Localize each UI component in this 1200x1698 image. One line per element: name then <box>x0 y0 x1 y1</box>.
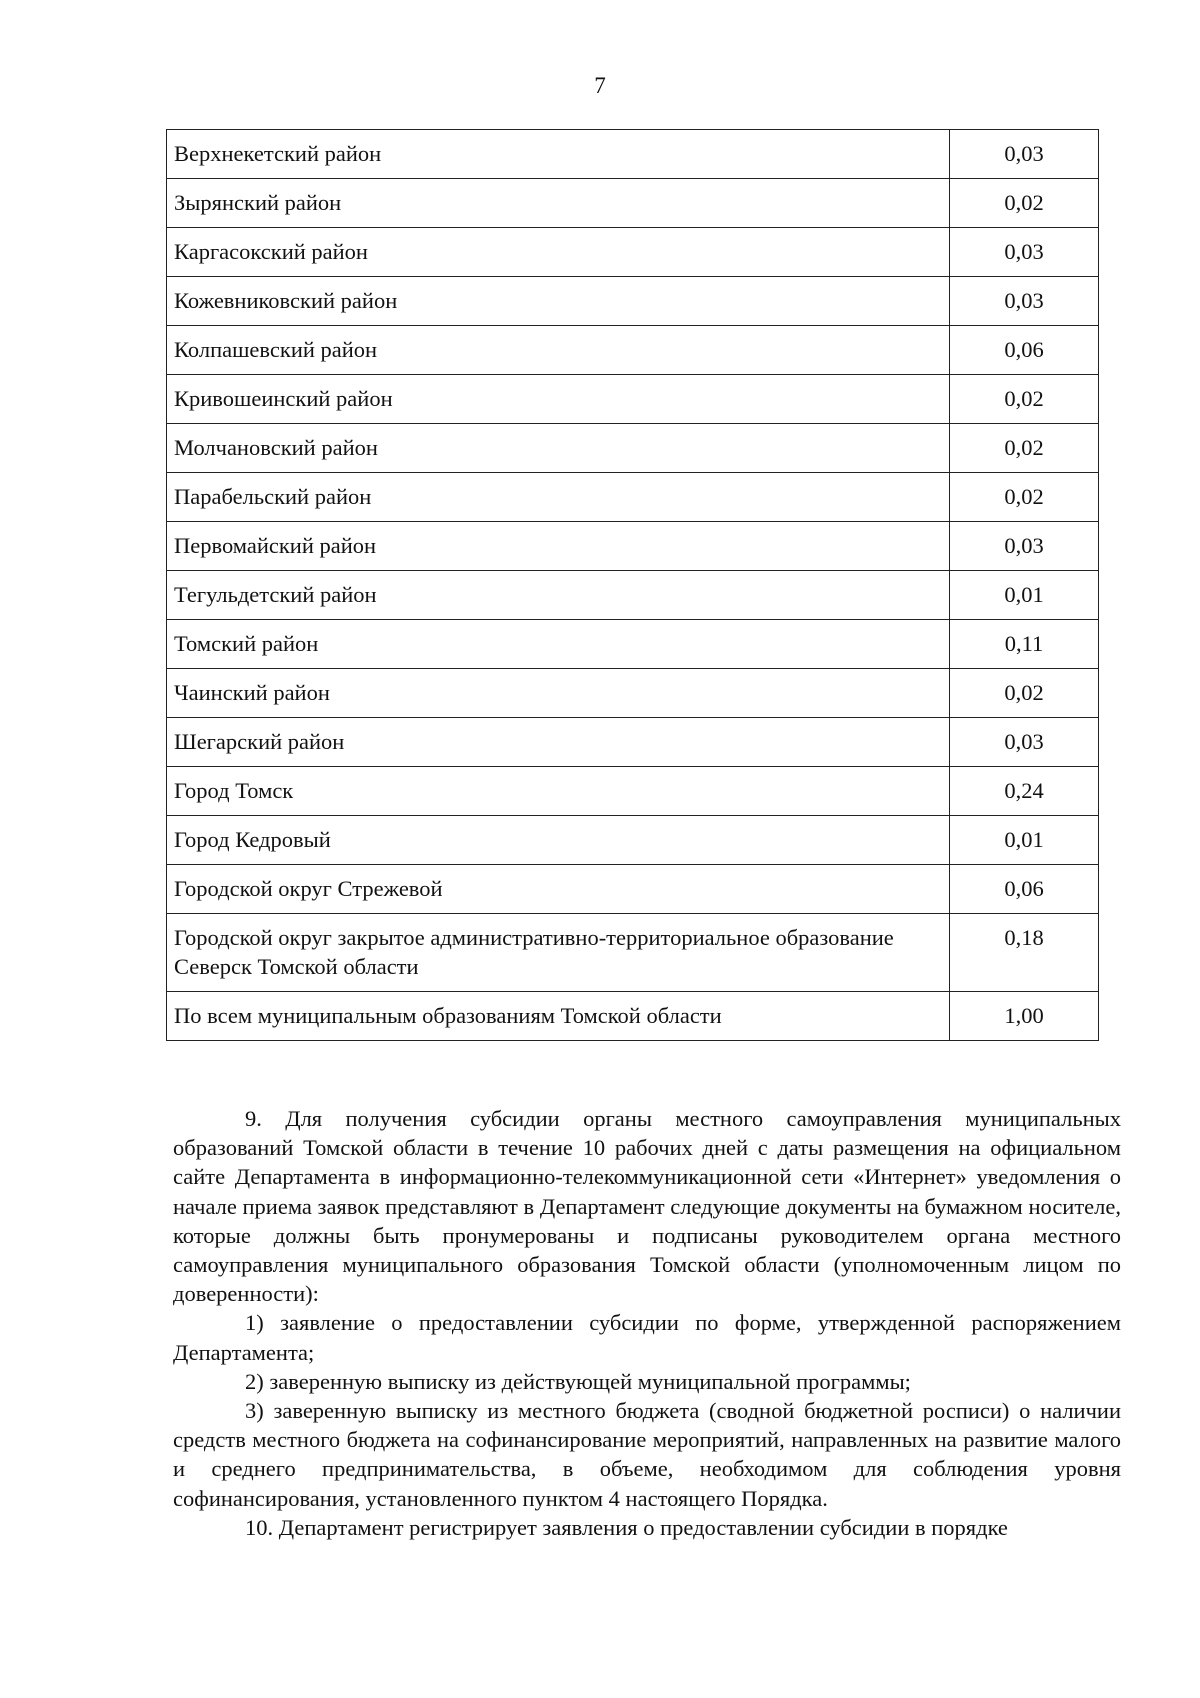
coefficient-value-cell: 0,06 <box>950 326 1099 375</box>
table-row <box>167 718 1099 767</box>
coefficient-value-cell: 0,02 <box>950 179 1099 228</box>
table-row <box>167 522 1099 571</box>
table-row <box>167 865 1099 914</box>
municipality-name-cell: Каргасокский район <box>167 228 950 277</box>
coefficient-table <box>166 129 1099 1041</box>
table-row <box>167 424 1099 473</box>
coefficient-value-cell: 0,06 <box>950 865 1099 914</box>
paragraph-item-1: 1) заявление о предоставлении субсидии по форме, утвержденной распоряжением Департамента; <box>173 1310 1121 1365</box>
paragraph-item-2: 2) заверенную выписку из действующей муниципальной программы; <box>245 1368 911 1394</box>
coefficient-value-cell: 0,03 <box>950 718 1099 767</box>
paragraph-clause-9: 9. Для получения субсидии органы местного самоуправления муниципальных образований Томской области в течение 10 рабочих дней с даты размещения на официальном сайте Департамента в информационно-телекоммуникационной сети «Интернет» уведомления о начале приема заявок представляют в Департамент следующие документы на бумажном носителе, которые должны быть пронумерованы и подписаны руководителем органа местного самоуправления муниципального образования Томской области (уполномоченным лицом по доверенности): <box>173 1106 1121 1307</box>
table-row <box>167 620 1099 669</box>
coefficient-value-cell: 0,03 <box>950 130 1099 179</box>
municipality-name-cell: Колпашевский район <box>167 326 950 375</box>
municipality-name-cell: Городской округ закрытое административно-территориальное образование Северск Томской области <box>167 914 950 992</box>
table-row <box>167 571 1099 620</box>
municipality-name-cell: Шегарский район <box>167 718 950 767</box>
coefficient-value-cell: 0,02 <box>950 473 1099 522</box>
table-total-row <box>167 992 1099 1041</box>
table-row <box>167 277 1099 326</box>
paragraph-item-3: 3) заверенную выписку из местного бюджета (сводной бюджетной росписи) о наличии средств местного бюджета на софинансирование мероприятий, направленных на развитие малого и среднего предпринимательства, в объеме, необходимом для соблюдения уровня софинансирования, установленного пунктом 4 настоящего Порядка. <box>173 1398 1121 1511</box>
coefficient-value-cell: 0,03 <box>950 228 1099 277</box>
page-number: 7 <box>594 73 606 98</box>
coefficient-value-cell: 0,02 <box>950 424 1099 473</box>
table-row <box>167 130 1099 179</box>
total-value-cell: 1,00 <box>950 992 1099 1041</box>
coefficient-value-cell: 0,01 <box>950 816 1099 865</box>
coefficient-value-cell: 0,18 <box>950 914 1099 992</box>
table-row <box>167 767 1099 816</box>
table-row <box>167 914 1099 992</box>
municipality-name-cell: Кожевниковский район <box>167 277 950 326</box>
municipality-name-cell: Томский район <box>167 620 950 669</box>
municipality-name-cell: Городской округ Стрежевой <box>167 865 950 914</box>
coefficient-value-cell: 0,02 <box>950 669 1099 718</box>
coefficient-table-container <box>166 129 1086 1041</box>
table-row <box>167 179 1099 228</box>
paragraph-clause-10: 10. Департамент регистрирует заявления о предоставлении субсидии в порядке <box>245 1514 1008 1540</box>
municipality-name-cell: Тегульдетский район <box>167 571 950 620</box>
table-row <box>167 816 1099 865</box>
total-label-cell: По всем муниципальным образованиям Томской области <box>167 992 950 1041</box>
coefficient-value-cell: 0,03 <box>950 522 1099 571</box>
table-row <box>167 228 1099 277</box>
municipality-name-cell: Молчановский район <box>167 424 950 473</box>
coefficient-value-cell: 0,02 <box>950 375 1099 424</box>
coefficient-value-cell: 0,24 <box>950 767 1099 816</box>
municipality-name-cell: Парабельский район <box>167 473 950 522</box>
municipality-name-cell: Чаинский район <box>167 669 950 718</box>
municipality-name-cell: Первомайский район <box>167 522 950 571</box>
municipality-name-cell: Зырянский район <box>167 179 950 228</box>
table-row <box>167 375 1099 424</box>
municipality-name-cell: Город Томск <box>167 767 950 816</box>
table-row <box>167 473 1099 522</box>
municipality-name-cell: Верхнекетский район <box>167 130 950 179</box>
document-body-text <box>173 1104 1121 1542</box>
municipality-name-cell: Город Кедровый <box>167 816 950 865</box>
coefficient-value-cell: 0,11 <box>950 620 1099 669</box>
table-row <box>167 669 1099 718</box>
municipality-name-cell: Кривошеинский район <box>167 375 950 424</box>
table-row <box>167 326 1099 375</box>
coefficient-value-cell: 0,01 <box>950 571 1099 620</box>
coefficient-value-cell: 0,03 <box>950 277 1099 326</box>
